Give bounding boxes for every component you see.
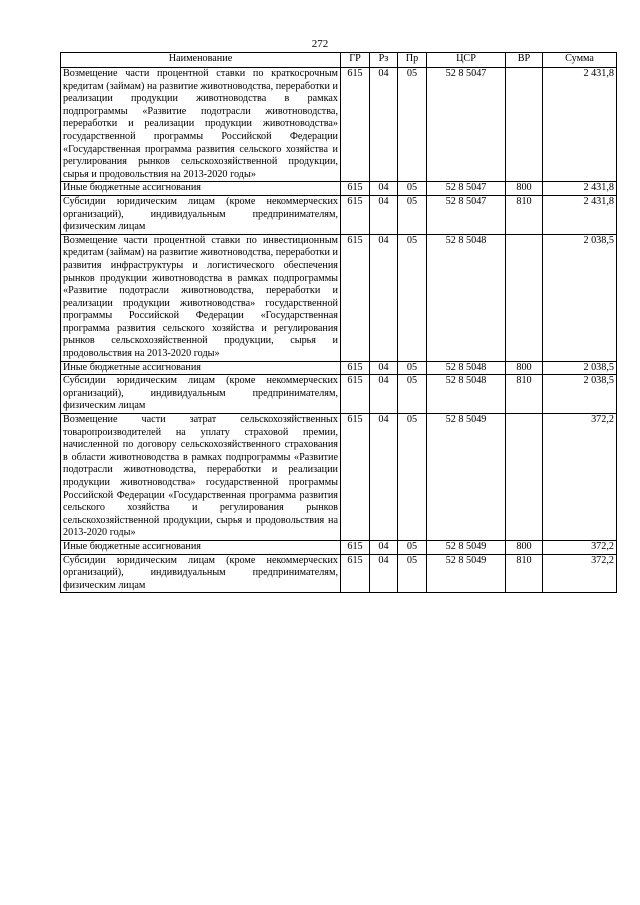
cell-gr: 615 [341,540,370,554]
cell-pr: 05 [398,361,427,375]
cell-csr: 52 8 5048 [427,375,506,414]
table-row [61,68,617,182]
cell-rz: 04 [370,375,398,414]
cell-name: Субсидии юридическим лицам (кроме некоммерческих организаций), индивидуальным предпринимателям, физическим лицам [61,554,341,593]
table-row [61,361,617,375]
cell-gr: 615 [341,195,370,234]
cell-pr: 05 [398,68,427,182]
cell-sum: 2 038,5 [543,361,617,375]
cell-csr: 52 8 5047 [427,182,506,196]
header-rz: Рз [370,53,398,68]
header-sum: Сумма [543,53,617,68]
cell-pr: 05 [398,234,427,361]
cell-sum: 372,2 [543,540,617,554]
cell-vr: 800 [506,361,543,375]
cell-gr: 615 [341,361,370,375]
header-pr: Пр [398,53,427,68]
cell-rz: 04 [370,68,398,182]
budget-table [60,52,617,593]
cell-csr: 52 8 5049 [427,540,506,554]
cell-csr: 52 8 5048 [427,234,506,361]
cell-vr: 810 [506,195,543,234]
cell-csr: 52 8 5049 [427,414,506,541]
cell-name: Субсидии юридическим лицам (кроме некоммерческих организаций), индивидуальным предпринимателям, физическим лицам [61,375,341,414]
cell-rz: 04 [370,414,398,541]
cell-vr: 810 [506,554,543,593]
cell-gr: 615 [341,414,370,541]
cell-rz: 04 [370,361,398,375]
header-gr: ГР [341,53,370,68]
cell-name: Иные бюджетные ассигнования [61,182,341,196]
cell-sum: 372,2 [543,554,617,593]
cell-gr: 615 [341,182,370,196]
cell-vr: 800 [506,182,543,196]
cell-sum: 2 431,8 [543,195,617,234]
cell-name: Иные бюджетные ассигнования [61,361,341,375]
cell-gr: 615 [341,68,370,182]
cell-pr: 05 [398,554,427,593]
cell-sum: 2 431,8 [543,68,617,182]
table-row [61,375,617,414]
cell-vr: 800 [506,540,543,554]
table-header-row [61,53,617,68]
cell-rz: 04 [370,195,398,234]
cell-name: Возмещение части затрат сельскохозяйственных товаропроизводителей на уплату страховой премии, начисленной по договору сельскохозяйственного страхования в области животноводства в рамках подпрограммы «Развитие подотрасли животноводства, переработки и реализации продукции животноводства» государственной программы Российской Федерации «Государственная программа развития сельского хозяйства и регулирования рынков сельскохозяйственной продукции, сырья и продовольствия на 2013-2020 годы» [61,414,341,541]
cell-vr [506,414,543,541]
cell-rz: 04 [370,540,398,554]
cell-vr [506,68,543,182]
cell-pr: 05 [398,195,427,234]
cell-csr: 52 8 5048 [427,361,506,375]
cell-pr: 05 [398,540,427,554]
cell-name: Субсидии юридическим лицам (кроме некоммерческих организаций), индивидуальным предпринимателям, физическим лицам [61,195,341,234]
cell-pr: 05 [398,375,427,414]
cell-rz: 04 [370,554,398,593]
header-vr: ВР [506,53,543,68]
cell-pr: 05 [398,414,427,541]
cell-sum: 2 431,8 [543,182,617,196]
cell-vr: 810 [506,375,543,414]
table-row [61,195,617,234]
table-row [61,182,617,196]
cell-csr: 52 8 5047 [427,195,506,234]
cell-name: Иные бюджетные ассигнования [61,540,341,554]
cell-csr: 52 8 5047 [427,68,506,182]
cell-name: Возмещение части процентной ставки по инвестиционным кредитам (займам) на развитие животноводства, переработки и развития инфраструктуры и логистического обеспечения рынков продукции животноводства в рамках подпрограммы «Развитие подотрасли животноводства, переработки и реализации продукции животноводства» государственной программы Российской Федерации «Государственная программа развития сельского хозяйства и регулирования рынков сельскохозяйственной продукции, сырья и продовольствия на 2013-2020 годы» [61,234,341,361]
cell-gr: 615 [341,234,370,361]
table-row [61,554,617,593]
table-row [61,540,617,554]
cell-rz: 04 [370,234,398,361]
table-row [61,414,617,541]
table-row [61,234,617,361]
cell-rz: 04 [370,182,398,196]
page-number: 272 [311,38,329,50]
cell-gr: 615 [341,375,370,414]
cell-vr [506,234,543,361]
cell-csr: 52 8 5049 [427,554,506,593]
cell-name: Возмещение части процентной ставки по краткосрочным кредитам (займам) на развитие животноводства, переработки и реализации продукции животноводства в рамках подпрограммы «Развитие подотрасли животноводства, переработки и реализации продукции животноводства» государственной программы Российской Федерации «Государственная программа развития сельского хозяйства и регулирования рынков сельскохозяйственной продукции, сырья и продовольствия на 2013-2020 годы» [61,68,341,182]
cell-sum: 372,2 [543,414,617,541]
header-csr: ЦСР [427,53,506,68]
header-name: Наименование [61,53,341,68]
cell-pr: 05 [398,182,427,196]
cell-gr: 615 [341,554,370,593]
cell-sum: 2 038,5 [543,375,617,414]
cell-sum: 2 038,5 [543,234,617,361]
